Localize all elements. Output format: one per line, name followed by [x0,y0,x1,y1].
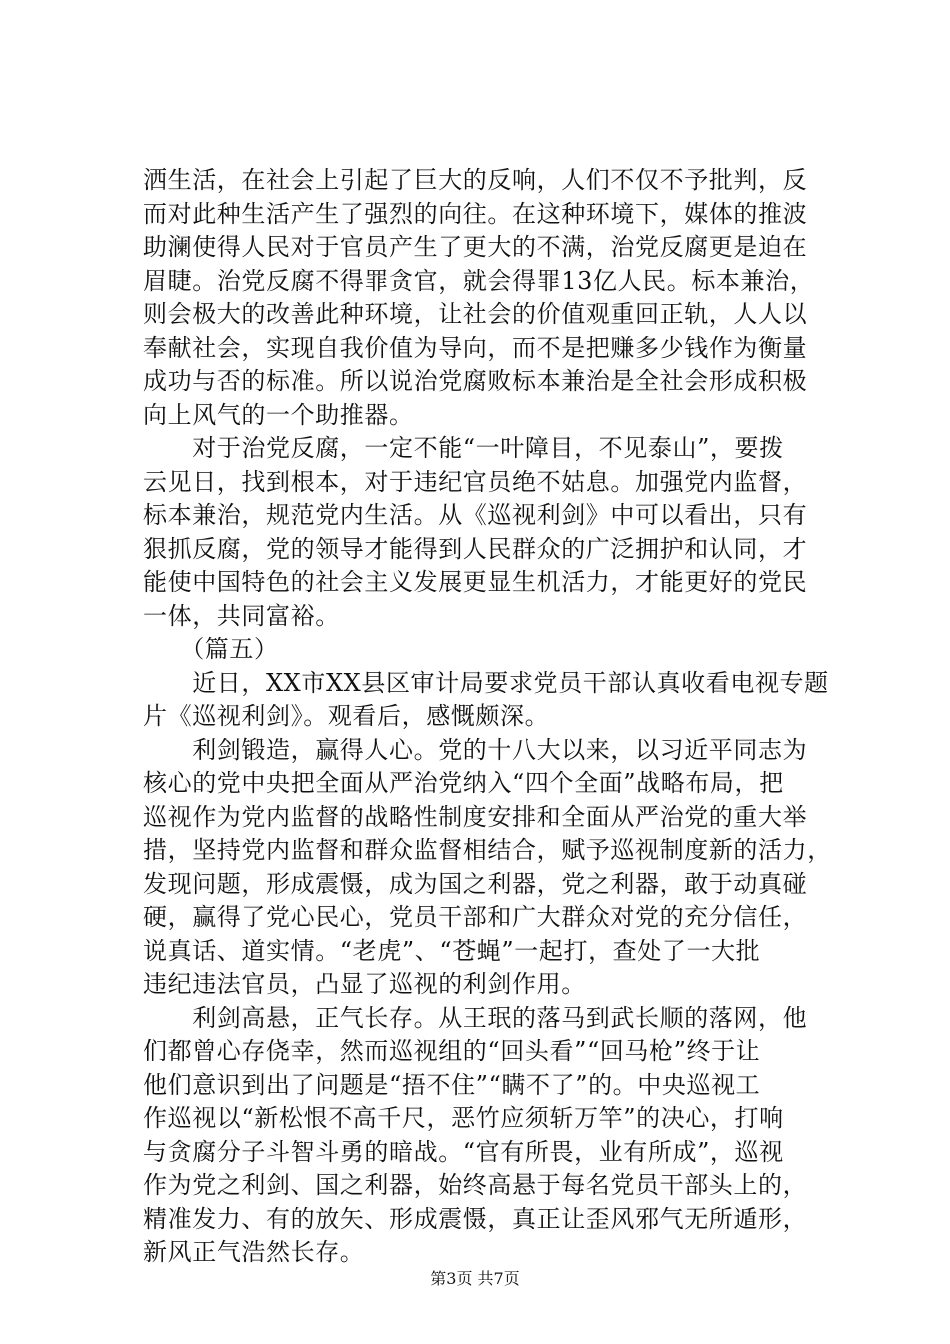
text-line: 发现问题，形成震慑，成为国之利器，党之利器，敢于动真碰 [143,869,808,898]
text-line: 新风正气浩然长存。 [143,1238,365,1266]
text-line: 硬，赢得了党心民心，党员干部和广大群众对党的充分信任， [143,903,808,931]
text-line: 巡视作为党内监督的战略性制度安排和全面从严治党的重大举 [143,802,808,831]
text-line: 与贪腐分子斗智斗勇的暗战。“官有所畏，业有所成”，巡视 [143,1137,784,1166]
text-line: 则会极大的改善此种环境，让社会的价值观重回正轨，人人以 [143,300,808,328]
text-line: 作巡视以“新松恨不高千尺，恶竹应须斩万竿”的决心，打响 [143,1104,784,1132]
text-line: 云见日，找到根本，对于违纪官员绝不姑息。加强党内监督， [143,467,808,496]
text-line: 核心的党中央把全面从严治党纳入“四个全面”战略布局，把 [143,769,784,797]
text-line: 措，坚持党内监督和群众监督相结合，赋予巡视制度新的活力， [143,836,832,864]
text-line: 对于治党反腐，一定不能“一叶障目，不见泰山”，要拨 [143,434,784,462]
text-line: 片《巡视利剑》。观看后，感慨颇深。 [143,702,550,730]
page-footer: 第3页 共7页 [430,1269,520,1288]
text-line: 标本兼治，规范党内生活。从《巡视利剑》中可以看出，只有 [143,501,808,529]
text-line: 违纪违法官员，凸显了巡视的利剑作用。 [143,970,586,998]
text-line: 一体，共同富裕。 [143,601,340,630]
text-line: 奉献社会，实现自我价值为导向，而不是把赚多少钱作为衡量 [143,333,808,362]
text-line: 能使中国特色的社会主义发展更显生机活力，才能更好的党民 [143,568,808,596]
text-line: 们都曾心存侥幸，然而巡视组的“回头看”“回马枪”终于让 [143,1037,761,1065]
text-line: 利剑高悬，正气长存。从王珉的落马到武长顺的落网，他 [143,1003,808,1032]
text-line: 利剑锻造，赢得人心。党的十八大以来，以习近平同志为 [143,735,808,764]
text-line: 眉睫。治党反腐不得罪贪官，就会得罪13亿人民。标本兼治， [143,266,815,295]
text-line: （篇五） [143,635,279,663]
text-line: 成功与否的标准。所以说治党腐败标本兼治是全社会形成积极 [143,367,808,395]
text-line: 狠抓反腐，党的领导才能得到人民群众的广泛拥护和认同，才 [143,534,808,563]
text-line: 说真话、道实情。“老虎”、“苍蝇”一起打，查处了一大批 [143,936,761,965]
text-line: 助澜使得人民对于官员产生了更大的不满，治党反腐更是迫在 [143,233,808,261]
text-line: 向上风气的一个助推器。 [143,400,414,429]
text-line: 近日，XX市XX县区审计局要求党员干部认真收看电视专题 [143,668,829,697]
text-line: 洒生活，在社会上引起了巨大的反响，人们不仅不予批判，反 [143,166,808,194]
text-line: 他们意识到出了问题是“捂不住”“瞒不了”的。中央巡视工 [143,1070,761,1099]
text-line: 作为党之利剑、国之利器，始终高悬于每名党员干部头上的， [143,1171,808,1199]
text-line: 而对此种生活产生了强烈的向往。在这种环境下，媒体的推波 [143,199,808,228]
document-body [143,164,843,1270]
text-line: 精准发力、有的放矢、形成震慑，真正让歪风邪气无所遁形， [143,1204,808,1233]
